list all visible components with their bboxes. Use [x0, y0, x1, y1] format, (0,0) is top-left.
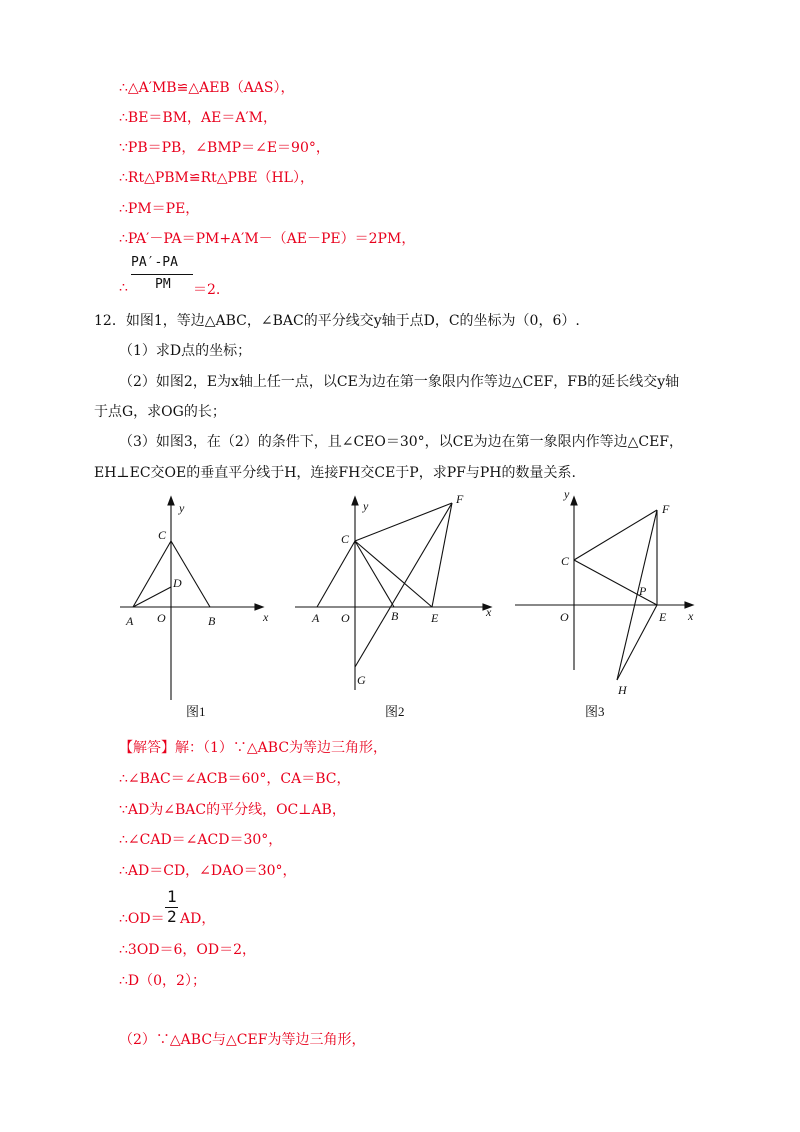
fig1-label-y: y — [179, 501, 185, 515]
fig1-caption: 图1 — [186, 704, 206, 719]
fig3-line-FH — [617, 510, 657, 680]
fig2-label-y: y — [363, 499, 369, 513]
figure-1 — [120, 497, 263, 700]
fig3-label-H: H — [618, 683, 627, 697]
proof-line-2: ∴BE＝BM，AE＝A′M， — [119, 110, 277, 126]
fig2-label-x: x — [486, 605, 492, 619]
problem-intro: 12．如图1，等边△ABC，∠BAC的平分线交y轴于点D，C的坐标为（0，6）. — [94, 313, 580, 329]
fig3-label-P: P — [639, 584, 647, 598]
od-denominator: 2 — [167, 907, 177, 926]
problem-q2-line2: 于点G，求OG的长； — [94, 404, 226, 420]
fig1-x-arrow — [255, 604, 263, 610]
fig3-label-x: x — [688, 609, 694, 623]
solution-header: 【解答】解：（1）∵△ABC为等边三角形， — [119, 740, 388, 756]
solution-line-3: ∴∠CAD＝∠ACD＝30°， — [119, 832, 283, 848]
fig3-x-arrow — [685, 602, 693, 608]
proof-line-6: ∴PA′－PA＝PM+A′M－（AE－PE）＝2PM， — [119, 231, 416, 247]
proof-line-4: ∴Rt△PBM≌Rt△PBE（HL）， — [119, 170, 314, 186]
fig2-line-FG — [355, 503, 452, 667]
problem-q3-line2: EH⊥EC交OE的垂直平分线于H，连接FH交CE于P，求PF与PH的数量关系. — [94, 465, 576, 481]
fraction-numerator: PA′-PA — [131, 255, 178, 270]
fig1-label-O: O — [157, 611, 166, 625]
proof-line-5: ∴PM＝PE， — [119, 201, 200, 217]
solution-after-2: ∴D（0，2）； — [119, 973, 206, 989]
fraction-denominator: PM — [155, 277, 171, 292]
fig2-y-arrow — [352, 497, 358, 505]
figure-3 — [515, 497, 693, 680]
fig1-side-CB — [171, 541, 210, 607]
fraction-prefix: ∴ — [119, 280, 128, 296]
solution-line-2: ∵AD为∠BAC的平分线，OC⊥AB， — [119, 802, 346, 818]
fig2-label-C: C — [341, 532, 350, 546]
fig2-side-FE — [432, 503, 452, 607]
fig3-label-F: F — [662, 502, 670, 516]
fig3-label-y: y — [564, 487, 570, 501]
solution-after-1: ∴3OD＝6，OD＝2， — [119, 942, 257, 958]
fig2-caption: 图2 — [385, 704, 405, 719]
fig3-caption: 图3 — [585, 704, 605, 719]
od-suffix: AD， — [180, 911, 216, 927]
fig2-label-G: G — [357, 673, 366, 687]
fig1-label-D: D — [173, 576, 182, 590]
proof-line-3: ∵PB＝PB，∠BMP＝∠E＝90°， — [119, 140, 330, 156]
fig3-y-arrow — [571, 497, 577, 505]
figure-2 — [295, 497, 491, 690]
fig2-side-CF — [355, 503, 452, 541]
fraction-suffix: ＝2. — [193, 282, 221, 298]
fig1-label-B: B — [208, 614, 216, 628]
od-prefix: ∴OD＝ — [119, 911, 165, 927]
problem-q2-line1: （2）如图2，E为x轴上任一点，以CE为边在第一象限内作等边△CEF，FB的延长线交y轴 — [119, 374, 680, 390]
fig1-label-x: x — [263, 610, 269, 624]
fig3-label-E: E — [659, 610, 667, 624]
fig1-label-C: C — [158, 528, 167, 542]
fig2-side-CE — [355, 541, 432, 607]
solution-line-1: ∴∠BAC＝∠ACB＝60°，CA＝BC， — [119, 771, 351, 787]
fig2-label-B: B — [391, 609, 399, 623]
fig2-label-E: E — [431, 611, 439, 625]
fig3-side-CE — [574, 560, 657, 605]
solution-part2: （2）∵△ABC与△CEF为等边三角形， — [119, 1032, 366, 1048]
fig2-side-AC — [317, 541, 355, 607]
fig2-label-O: O — [341, 611, 350, 625]
fig3-line-EH — [617, 605, 657, 680]
problem-q1: （1）求D点的坐标； — [119, 343, 252, 359]
fig3-label-C: C — [561, 554, 570, 568]
od-numerator: 1 — [167, 887, 177, 906]
solution-line-4: ∴AD＝CD，∠DAO＝30°， — [119, 863, 297, 879]
problem-q3-line1: （3）如图3，在（2）的条件下，且∠CEO＝30°，以CE为边在第一象限内作等边△CEF， — [119, 434, 684, 450]
fig1-y-arrow — [168, 497, 174, 505]
proof-line-1: ∴△A′MB≌△AEB（AAS）， — [119, 80, 295, 96]
fig2-label-F: F — [456, 492, 464, 506]
fig2-side-CB — [355, 541, 394, 607]
fig3-label-O: O — [560, 610, 569, 624]
fig1-label-A: A — [126, 614, 134, 628]
fig2-label-A: A — [312, 611, 320, 625]
fig3-side-CF — [574, 510, 657, 560]
